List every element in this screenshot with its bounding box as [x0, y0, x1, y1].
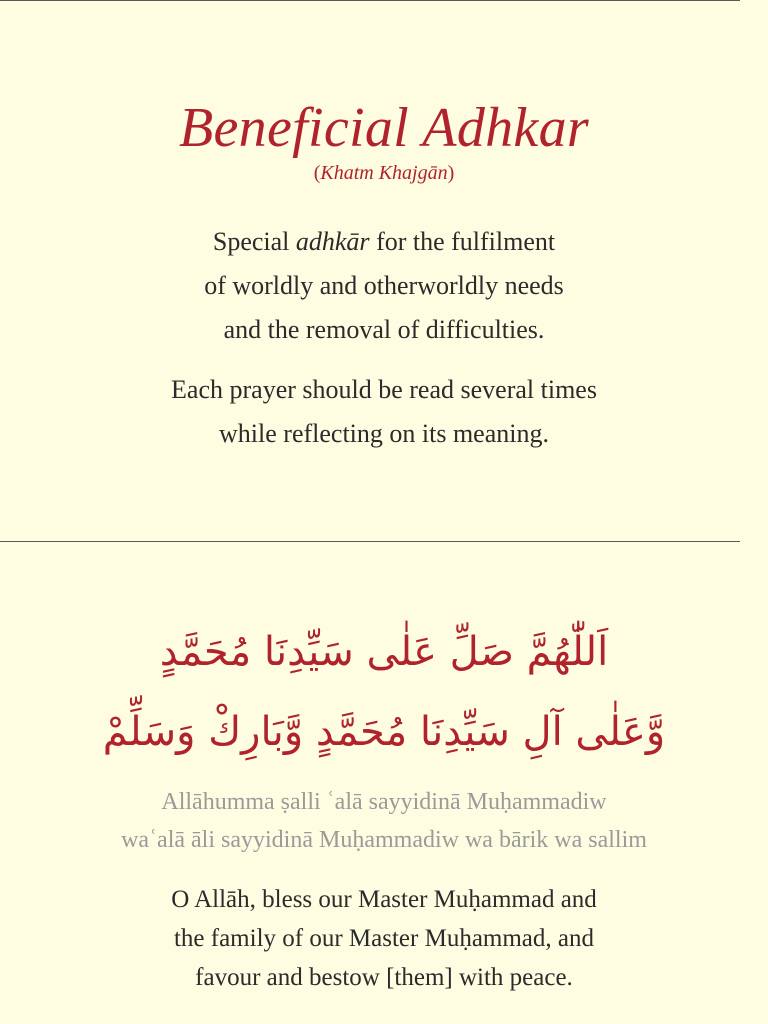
subtitle-open-paren: ( [313, 162, 321, 184]
prayer-transliteration [0, 783, 768, 859]
translation-line-1: O Allāh, bless our Master Muḥammad and [171, 886, 597, 913]
subtitle-close-paren: ) [447, 162, 455, 184]
prayer-translation [0, 880, 768, 997]
top-divider [0, 0, 740, 1]
intro-line-1-end: for the fulfilment [369, 227, 556, 256]
page-title: Beneficial Adhkar [179, 97, 589, 159]
transliteration-line-1: Allāhumma ṣalli ʿalā sayyidinā Muḥammadiw [161, 789, 607, 815]
transliteration-line-2: waʿalā āli sayyidinā Muḥammadiw wa bārik wa sallim [121, 827, 647, 853]
prayer-arabic [0, 612, 768, 772]
intro-paragraph [0, 220, 768, 352]
note-line-1: Each prayer should be read several times [171, 375, 597, 404]
section-divider [0, 541, 740, 542]
translation-line-3: favour and bestow [them] with peace. [195, 964, 573, 991]
intro-line-3: and the removal of difficulties. [223, 315, 545, 344]
intro-line-1-emphasis: adhkār [295, 227, 370, 256]
subtitle-text: Khatm Khajgān [320, 162, 448, 184]
translation-line-2: the family of our Master Muḥammad, and [173, 925, 595, 952]
reading-note [0, 368, 768, 456]
intro-line-1-start: Special [212, 227, 296, 256]
intro-line-1 [0, 220, 768, 264]
note-line-2: while reflecting on its meaning. [219, 419, 549, 448]
intro-line-2: of worldly and otherworldly needs [204, 271, 564, 300]
page-subtitle [0, 161, 768, 185]
arabic-line-2: وَّعَلٰى آلِ سَيِّدِنَا مُحَمَّدٍ وَّبَارِكْ وَسَلِّمْ [102, 709, 666, 755]
arabic-line-1: اَللّٰهُمَّ صَلِّ عَلٰى سَيِّدِنَا مُحَمَّدٍ [159, 629, 609, 675]
